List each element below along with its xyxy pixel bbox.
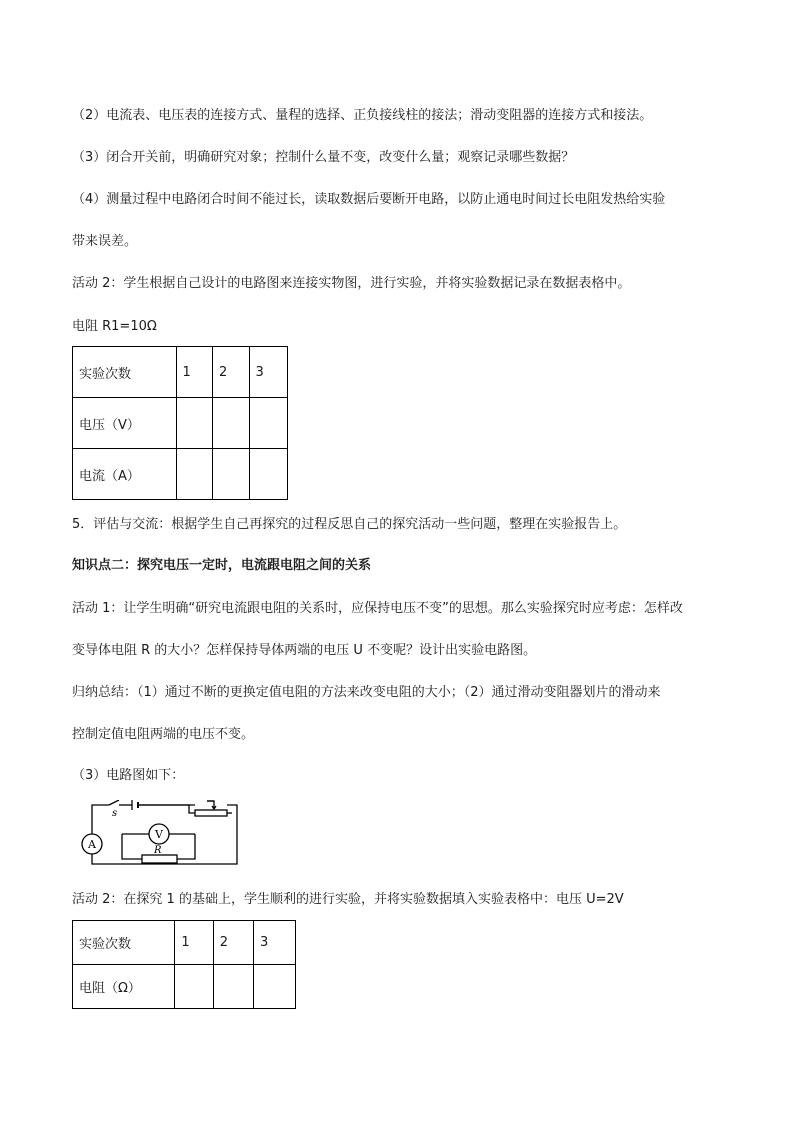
table-header-cell: 1 xyxy=(175,921,213,965)
paragraph-activity-1: 活动 1：让学生明确“研究电流跟电阻的关系时，应保持电压不变”的思想。那么实验探究时应考虑：怎样改 xyxy=(72,601,683,616)
table-cell xyxy=(253,965,295,1009)
rheostat-icon xyxy=(195,810,227,816)
paragraph-evaluation: 5．评估与交流：根据学生自己再探究的过程反思自己的探究活动一些问题，整理在实验报告上。 xyxy=(72,517,627,532)
table-row xyxy=(73,449,288,500)
table-row xyxy=(73,965,296,1009)
table-cell xyxy=(175,965,213,1009)
paragraph-meter-connection: （2）电流表、电压表的连接方式、量程的选择、正负接线柱的接法；滑动变阻器的连接方式和接法。 xyxy=(72,108,653,123)
paragraph-before-closing-switch: （3）闭合开关前，明确研究对象；控制什么量不变，改变什么量；观察记录哪些数据？ xyxy=(72,150,575,165)
table-cell xyxy=(249,449,288,500)
circuit-diagram xyxy=(72,800,247,870)
table-cell xyxy=(213,398,249,449)
table-header-cell: 1 xyxy=(176,347,212,398)
resistor-icon xyxy=(142,855,177,863)
resistor-value-label: 电阻 R1=10Ω xyxy=(72,319,157,334)
table-cell: 电流（A） xyxy=(73,449,177,500)
paragraph-activity-2: 活动 2：学生根据自己设计的电路图来连接实物图，进行实验，并将实验数据记录在数据表格中。 xyxy=(72,276,631,291)
ammeter-label: A xyxy=(88,838,96,851)
table-cell: 电压（V） xyxy=(73,398,177,449)
table-cell xyxy=(176,398,212,449)
paragraph-summary: 归纳总结：（1）通过不断的更换定值电阻的方法来改变电阻的大小；（2）通过滑动变阻器划片的滑动来 xyxy=(72,685,661,700)
table-row xyxy=(73,398,288,449)
table-cell xyxy=(176,449,212,500)
table-header-cell: 3 xyxy=(253,921,295,965)
table-cell xyxy=(213,965,253,1009)
voltmeter-label: V xyxy=(155,828,163,841)
paragraph-summary-cont: 控制定值电阻两端的电压不变。 xyxy=(72,727,255,742)
table-header-cell: 2 xyxy=(213,347,249,398)
paragraph-measurement-time: （4）测量过程中电路闭合时间不能过长，读取数据后要断开电路，以防止通电时间过长电阻发热给实验 xyxy=(72,192,666,207)
table-cell xyxy=(249,398,288,449)
table-row xyxy=(73,921,296,965)
switch-label: s xyxy=(112,808,118,819)
table-header-cell: 实验次数 xyxy=(73,347,177,398)
switch-icon xyxy=(109,800,119,805)
circuit-diagram-caption: （3）电路图如下： xyxy=(72,768,185,783)
resistance-table xyxy=(72,920,296,1009)
paragraph-activity-1-cont: 变导体电阻 R 的大小？怎样保持导体两端的电压 U 不变呢？设计出实验电路图。 xyxy=(72,643,537,658)
table-header-cell: 3 xyxy=(249,347,288,398)
table-header-cell: 实验次数 xyxy=(73,921,175,965)
section-heading-knowledge-point-2: 知识点二：探究电压一定时，电流跟电阻之间的关系 xyxy=(72,558,372,573)
voltage-current-table xyxy=(72,346,288,500)
table-cell xyxy=(213,449,249,500)
paragraph-activity-2-voltage: 活动 2：在探究 1 的基础上，学生顺利的进行实验，并将实验数据填入实验表格中：电压 U=2V xyxy=(72,892,624,907)
table-row xyxy=(73,347,288,398)
paragraph-measurement-time-cont: 带来误差。 xyxy=(72,234,138,249)
resistor-label: R xyxy=(154,845,162,856)
table-cell: 电阻（Ω） xyxy=(73,965,175,1009)
table-header-cell: 2 xyxy=(213,921,253,965)
